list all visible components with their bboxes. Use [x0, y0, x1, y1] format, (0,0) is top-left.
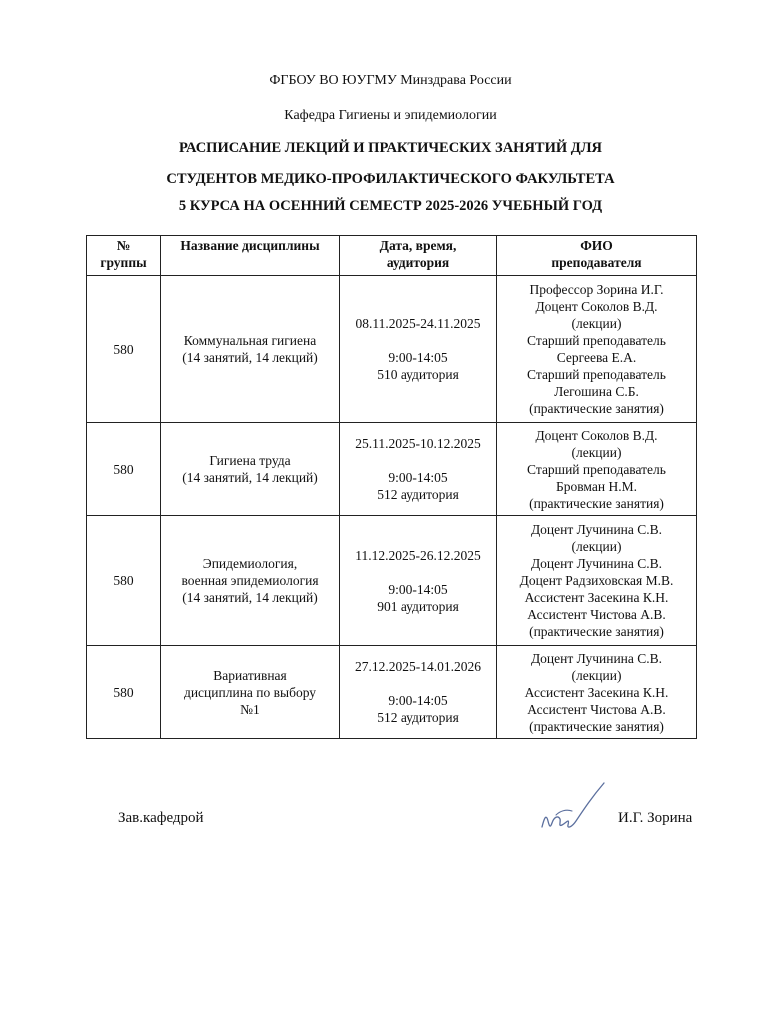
schedule-title-line-3: 5 КУРСА НА ОСЕННИЙ СЕМЕСТР 2025-2026 УЧЕБНЫЙ ГОД	[178, 198, 603, 214]
table-row	[87, 423, 697, 516]
header-teacher: ФИО преподавателя	[497, 236, 697, 276]
date-cell: 25.11.2025-10.12.2025 9:00-14:05 512 аудитория	[340, 423, 497, 516]
date-cell: 27.12.2025-14.01.2026 9:00-14:05 512 аудитория	[340, 646, 497, 739]
header-group: № группы	[87, 236, 161, 276]
group-cell: 580	[87, 516, 161, 646]
head-of-department-label: Зав.кафедрой	[118, 810, 204, 826]
teacher-cell: Доцент Соколов В.Д. (лекции) Старший преподаватель Бровман Н.М. (практические занятия)	[497, 423, 697, 516]
table-row	[87, 276, 697, 423]
teacher-cell: Доцент Лучинина С.В. (лекции) Ассистент Засекина К.Н. Ассистент Чистова А.В. (практические занятия)	[497, 646, 697, 739]
organization-name: ФГБОУ ВО ЮУГМУ Минздрава России	[269, 73, 512, 88]
group-cell: 580	[87, 276, 161, 423]
schedule-table	[86, 235, 697, 739]
table-row	[87, 516, 697, 646]
table-header-row	[87, 236, 697, 276]
schedule-title-line-2: СТУДЕНТОВ МЕДИКО-ПРОФИЛАКТИЧЕСКОГО ФАКУЛЬТЕТА	[166, 171, 615, 187]
header-discipline: Название дисциплины	[161, 236, 340, 276]
teacher-cell: Доцент Лучинина С.В. (лекции) Доцент Лучинина С.В. Доцент Радзиховская М.В. Ассистент Засекина К.Н. Ассистент Чистова А.В. (практические занятия)	[497, 516, 697, 646]
head-of-department-name: И.Г. Зорина	[618, 810, 693, 826]
discipline-cell: Эпидемиология, военная эпидемиология (14 занятий, 14 лекций)	[161, 516, 340, 646]
table-row	[87, 646, 697, 739]
department-name: Кафедра Гигиены и эпидемиологии	[284, 108, 497, 123]
group-cell: 580	[87, 423, 161, 516]
discipline-cell: Гигиена труда (14 занятий, 14 лекций)	[161, 423, 340, 516]
teacher-cell: Профессор Зорина И.Г. Доцент Соколов В.Д. (лекции) Старший преподаватель Сергеева Е.А. Старший преподаватель Легошина С.Б. (практические занятия)	[497, 276, 697, 423]
group-cell: 580	[87, 646, 161, 739]
header-date-time-room: Дата, время, аудитория	[340, 236, 497, 276]
discipline-cell: Коммунальная гигиена (14 занятий, 14 лекций)	[161, 276, 340, 423]
schedule-title-line-1: РАСПИСАНИЕ ЛЕКЦИЙ И ПРАКТИЧЕСКИХ ЗАНЯТИЙ ДЛЯ	[178, 140, 603, 156]
handwritten-signature	[530, 775, 610, 845]
date-cell: 11.12.2025-26.12.2025 9:00-14:05 901 аудитория	[340, 516, 497, 646]
discipline-cell: Вариативная дисциплина по выбору №1	[161, 646, 340, 739]
date-cell: 08.11.2025-24.11.2025 9:00-14:05 510 аудитория	[340, 276, 497, 423]
